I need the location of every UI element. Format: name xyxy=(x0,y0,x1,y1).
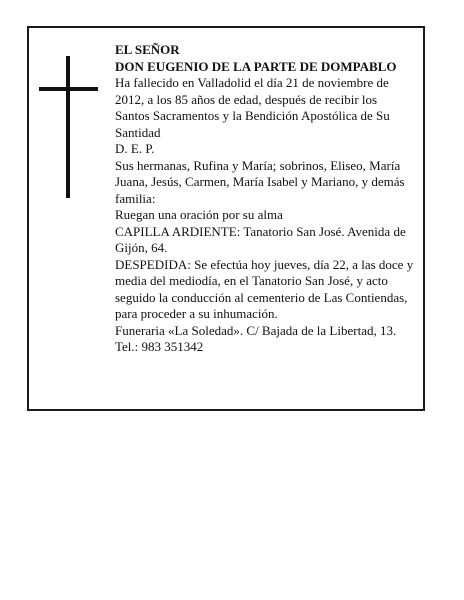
notice-text-block xyxy=(115,42,415,356)
cross-vertical-bar xyxy=(66,56,70,198)
rip-line: D. E. P. xyxy=(115,141,155,156)
notice-title: EL SEÑOR xyxy=(115,42,180,57)
farewell-details: DESPEDIDA: Se efectúa hoy jueves, día 22, a las doce y media del mediodía, en el Tanatorio San José, y acto seguido la conducción al cementerio de Las Contiendas, para proceder a su inhumación. xyxy=(115,256,414,321)
funeral-home-details: Funeraria «La Soledad». C/ Bajada de la Libertad, 13. Tel.: 983 351342 xyxy=(115,322,397,354)
prayer-request: Ruegan una oración por su alma xyxy=(115,207,283,222)
deceased-name: DON EUGENIO DE LA PARTE DE DOMPABLO xyxy=(115,58,397,74)
obituary-notice xyxy=(27,26,425,411)
family-list: Sus hermanas, Rufina y María; sobrinos, Eliseo, María Juana, Jesús, Carmen, María Isabel y Mariano, y demás familia: xyxy=(115,157,405,206)
death-statement: Ha fallecido en Valladolid el día 21 de noviembre de 2012, a los 85 años de edad, después de recibir los Santos Sacramentos y la Bendición Apostólica de Su Santidad xyxy=(115,75,390,140)
latin-cross-icon xyxy=(39,56,99,201)
chapel-details: CAPILLA ARDIENTE: Tanatorio San José. Avenida de Gijón, 64. xyxy=(115,223,406,255)
cross-horizontal-bar xyxy=(39,87,98,91)
